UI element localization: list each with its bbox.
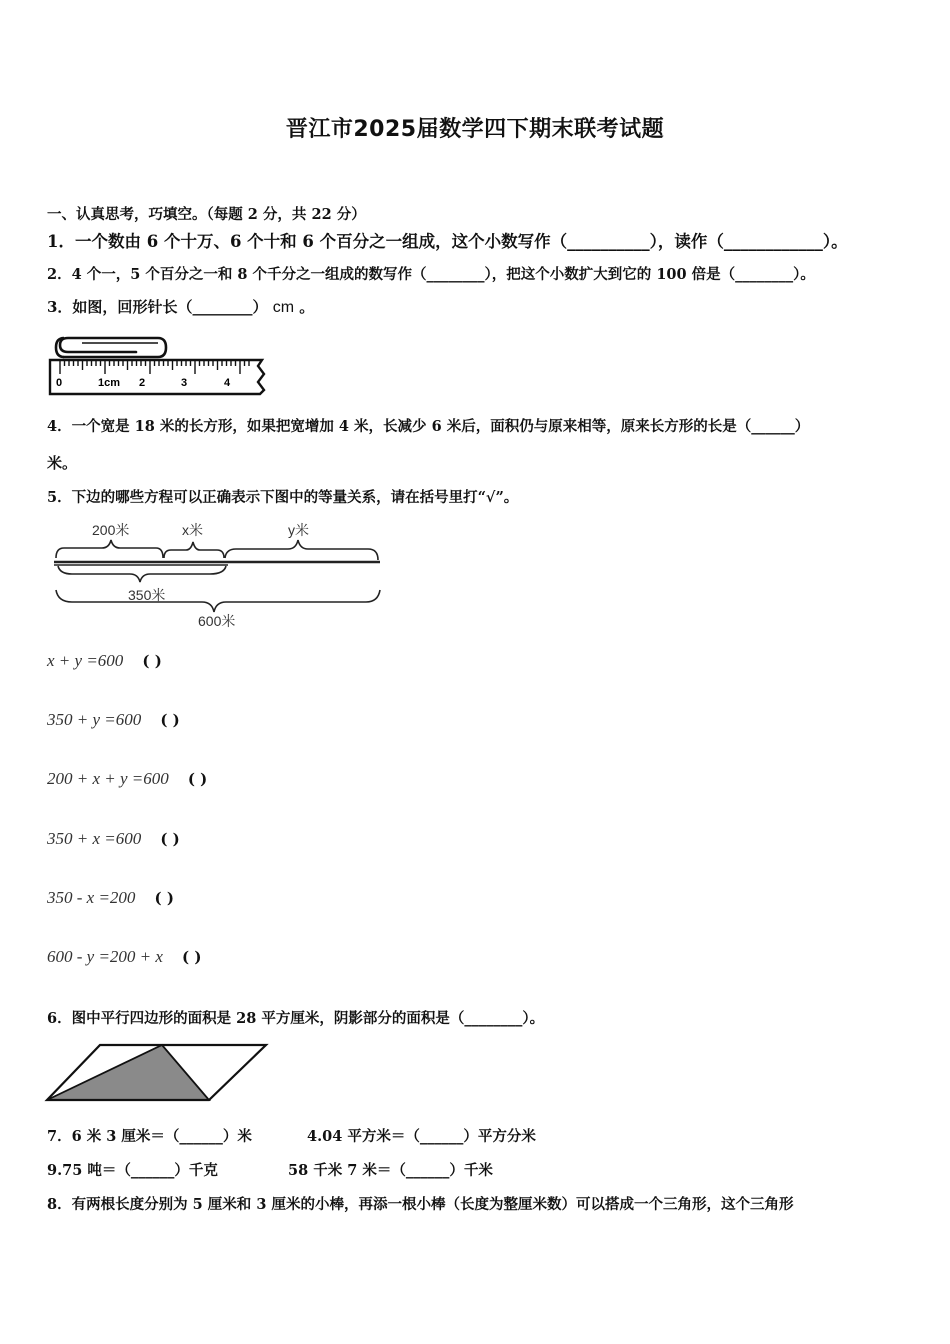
question-2: 2．4 个一，5 个百分之一和 8 个千分之一组成的数写作（________），把这个小数扩大到它的 100 倍是（________）。: [47, 266, 815, 283]
ruler-label-1cm: 1cm: [98, 377, 121, 389]
equation-6: 600 - y =200 + x: [47, 947, 163, 966]
answer-parens-1[interactable]: ( ): [142, 652, 162, 670]
equation-row-5: [47, 888, 174, 908]
section-heading: 一、认真思考，巧填空。（每题 2 分，共 22 分）: [47, 206, 366, 223]
equation-row-2: [47, 710, 180, 730]
segment-label-600: 600米: [198, 613, 236, 629]
question-3-unit: cm: [272, 299, 295, 316]
question-4-line-1: 4．一个宽是 18 米的长方形，如果把宽增加 4 米，长减少 6 米后，面积仍与原来相等，原来长方形的长是（______）: [47, 418, 810, 435]
segment-label-x: x米: [182, 522, 203, 538]
ruler-label-4: 4: [224, 377, 231, 389]
question-7d: 58 千米 7 米＝（______）千米: [288, 1162, 493, 1179]
question-3: [47, 296, 314, 317]
question-3-text: 3．如图，回形针长（________）: [47, 298, 268, 316]
segment-diagram: [52, 518, 384, 630]
answer-parens-5[interactable]: ( ): [154, 889, 174, 907]
equation-1: x + y =600: [47, 651, 124, 670]
segment-label-y: y米: [288, 522, 309, 538]
page-title: 晋江市2025届数学四下期末联考试题: [285, 117, 665, 142]
equation-row-4: [47, 829, 180, 849]
answer-parens-3[interactable]: ( ): [187, 770, 208, 788]
equation-row-1: [47, 651, 162, 671]
equation-row-3: [47, 769, 207, 789]
equation-2: 350 + y =600: [47, 710, 142, 729]
question-7b: 4.04 平方米＝（______）平方分米: [307, 1128, 536, 1145]
question-8: 8．有两根长度分别为 5 厘米和 3 厘米的小棒，再添一根小棒（长度为整厘米数）可以搭成一个三角形，这个三角形: [47, 1196, 794, 1213]
ruler-label-2: 2: [139, 377, 146, 389]
answer-parens-2[interactable]: ( ): [160, 711, 180, 729]
paperclip-icon: [60, 338, 166, 357]
ruler-label-0: 0: [56, 377, 63, 389]
question-6: 6．图中平行四边形的面积是 28 平方厘米，阴影部分的面积是（________）。: [47, 1010, 545, 1027]
question-4-line-2: 米。: [47, 454, 78, 472]
equation-row-6: [47, 947, 201, 967]
equation-5: 350 - x =200: [47, 888, 136, 907]
equation-3: 200 + x + y =600: [47, 769, 169, 788]
question-5: 5．下边的哪些方程可以正确表示下图中的等量关系，请在括号里打“√”。: [47, 489, 519, 506]
question-1: 1．一个数由 6 个十万、6 个十和 6 个百分之一组成，这个小数写作（__________），读作（____________）。: [47, 232, 848, 251]
segment-label-200: 200米: [92, 522, 130, 538]
parallelogram-figure: [44, 1042, 270, 1104]
shaded-triangle: [47, 1045, 209, 1100]
question-7a: 7．6 米 3 厘米＝（______）米: [47, 1128, 252, 1145]
equation-4: 350 + x =600: [47, 829, 142, 848]
question-7c: 9.75 吨＝（______）千克: [47, 1162, 218, 1179]
answer-parens-4[interactable]: ( ): [160, 830, 180, 848]
segment-label-350: 350米: [128, 587, 166, 603]
answer-parens-6[interactable]: ( ): [182, 948, 202, 966]
ruler-figure: [46, 330, 271, 398]
question-3-tail: 。: [299, 298, 315, 316]
ruler-label-3: 3: [181, 377, 188, 389]
